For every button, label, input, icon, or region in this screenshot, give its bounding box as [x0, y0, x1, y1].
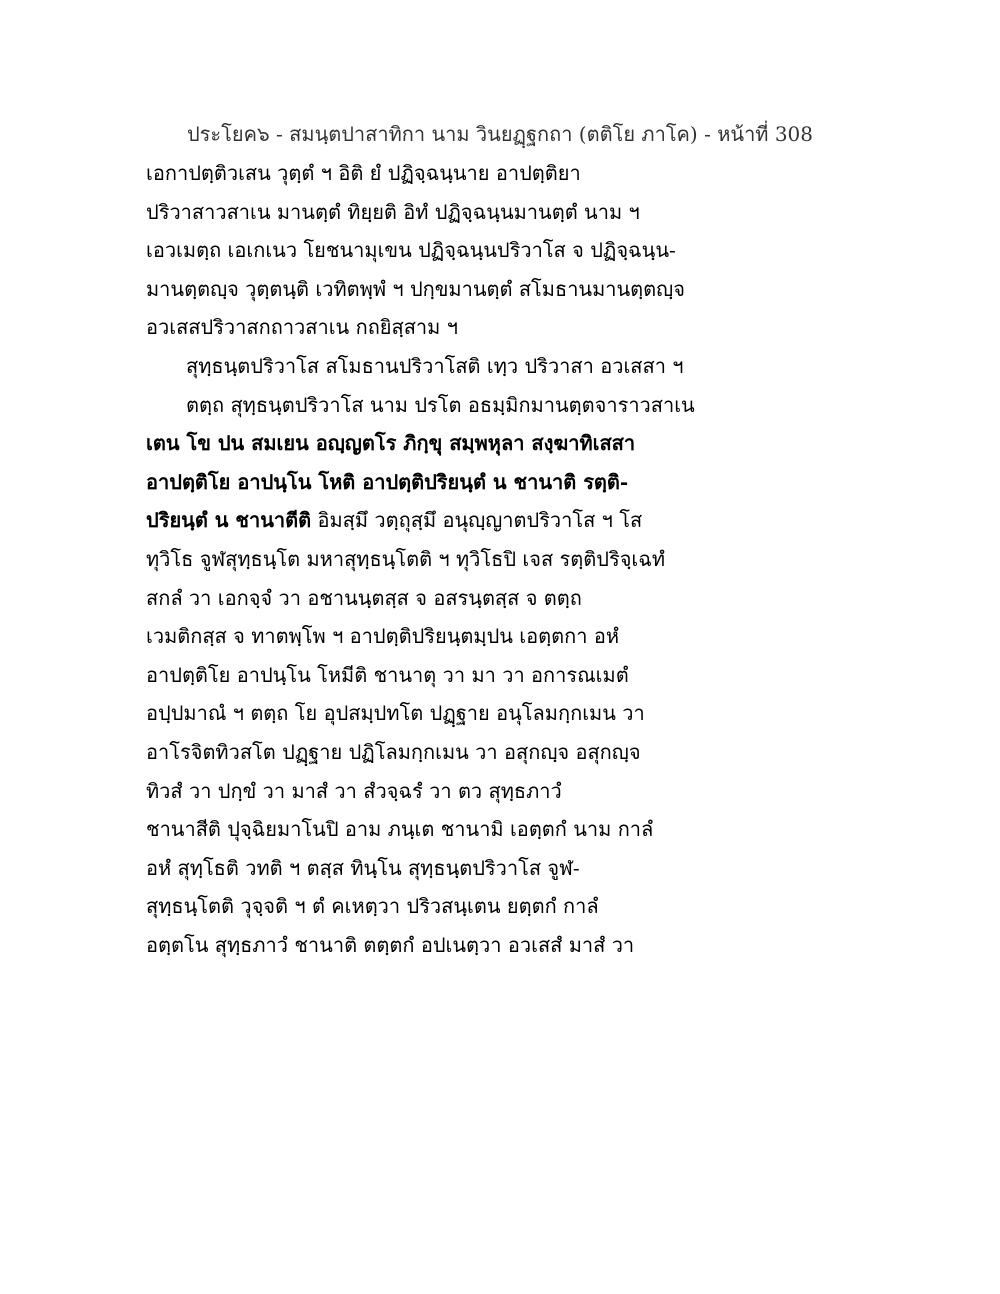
- text-segment: ทิวสํ วา ปกฺขํ วา มาสํ วา สํวจฺฉรํ วา ตว สุทฺธภาวํ: [146, 778, 562, 803]
- body-text: [146, 154, 706, 964]
- text-segment: ชานาสีติ ปุจฺฉิยมาโนปิ อาม ภนฺเต ชานามิ เอตฺตกํ นาม กาลํ: [146, 817, 654, 842]
- text-line: [146, 772, 706, 811]
- text-line: [146, 424, 706, 463]
- text-line: [146, 540, 706, 579]
- text-segment: เวมติกสฺส จ ทาตพฺโพ ฯ อาปตฺติปริยนฺตมฺปน เอตฺตกา อหํ: [146, 624, 620, 649]
- text-line: [146, 463, 706, 502]
- text-line: [146, 926, 706, 965]
- running-header: ประโยค๖ - สมนฺตปาสาทิกา นาม วินยฏฺฐกถา (ตติโย ภาโค) - หน้าที่ 308: [186, 122, 814, 146]
- text-segment: อาโรจิตทิวสโต ปฏฺฐาย ปฏิโลมกฺกเมน วา อสุกญฺจ อสุกญฺจ: [146, 739, 641, 764]
- text-segment: สุทฺธนฺตปริวาโส สโมธานปริวาโสติ เทฺว ปริวาสา อวเสสา ฯ: [186, 353, 684, 378]
- text-line: [146, 849, 706, 888]
- text-line: [146, 694, 706, 733]
- text-segment: อหํ สุทฺโธติ วทติ ฯ ตสฺส ทินฺโน สุทฺธนฺตปริวาโส จูฬ-: [146, 855, 580, 880]
- text-line: [146, 386, 706, 425]
- text-line: [146, 887, 706, 926]
- text-line: [146, 501, 706, 540]
- text-line: [146, 193, 706, 232]
- text-segment: ตตฺถ สุทฺธนฺตปริวาโส นาม ปรโต อธมฺมิกมานตฺตจาราวสาเน: [186, 392, 695, 417]
- text-segment: สกลํ วา เอกจฺจํ วา อชานนฺตสฺส จ อสรนฺตสฺส จ ตตฺถ: [146, 585, 582, 610]
- text-segment: เอกาปตฺติวเสน วุตฺตํ ฯ อิติ ยํ ปฏิจฺฉนฺนาย อาปตฺติยา: [146, 161, 581, 185]
- text-segment: มานตฺตญฺจ วุตฺตนฺติ เวทิตพฺพํ ฯ ปกฺขมานตฺตํ สโมธานมานตฺตญฺจ: [146, 276, 685, 301]
- text-line: [146, 308, 706, 347]
- text-line: [146, 270, 706, 309]
- bold-text-segment: อาปตฺติโย อาปนฺโน โหติ อาปตฺติปริยนฺตํ น ชานาติ รตฺติ-: [146, 469, 629, 494]
- text-segment: ทุวิโธ จูฬสุทฺธนฺโต มหาสุทฺธนฺโตติ ฯ ทุวิโธปิ เจส รตฺติปริจฺเฉทํ: [146, 546, 666, 571]
- text-line: [146, 231, 706, 270]
- text-segment: อปฺปมาณํ ฯ ตตฺถ โย อุปสมฺปทโต ปฏฺฐาย อนุโลมกฺกเมน วา: [146, 701, 645, 726]
- text-line: [146, 733, 706, 772]
- bold-text-segment: ปริยนฺตํ น ชานาตีติ: [146, 508, 312, 533]
- text-segment: อวเสสปริวาสกถาวสาเน กถยิสฺสาม ฯ: [146, 315, 458, 340]
- text-segment: เอวเมตฺถ เอเกเนว โยชนามุเขน ปฏิจฺฉนฺนปริวาโส จ ปฏิจฺฉนฺน-: [146, 238, 676, 263]
- text-segment: อิมสฺมึ วตฺถุสฺมึ อนุญฺญาตปริวาโส ฯ โส: [311, 508, 643, 533]
- text-segment: สุทฺธนฺโตติ วุจฺจติ ฯ ตํ คเหตฺวา ปริวสนฺเตน ยตฺตกํ กาลํ: [146, 894, 599, 919]
- text-segment: อาปตฺติโย อาปนฺโน โหมีติ ชานาตุ วา มา วา อการณเมตํ: [146, 662, 629, 687]
- text-segment: อตฺตโน สุทฺธภาวํ ชานาติ ตตฺตกํ อปเนตฺวา อวเสสํ มาสํ วา: [146, 932, 635, 957]
- bold-text-segment: เตน โข ปน สมเยน อญฺญตโร ภิกฺขุ สมฺพหุลา สงฺฆาทิเสสา: [146, 431, 636, 456]
- text-line: [146, 347, 706, 386]
- text-line: [146, 617, 706, 656]
- text-line: [146, 810, 706, 849]
- text-segment: ปริวาสาวสาเน มานตฺตํ ทิยฺยติ อิทํ ปฏิจฺฉนฺนมานตฺตํ นาม ฯ: [146, 199, 640, 224]
- text-line: [146, 656, 706, 695]
- text-line: [146, 154, 706, 193]
- text-line: [146, 579, 706, 618]
